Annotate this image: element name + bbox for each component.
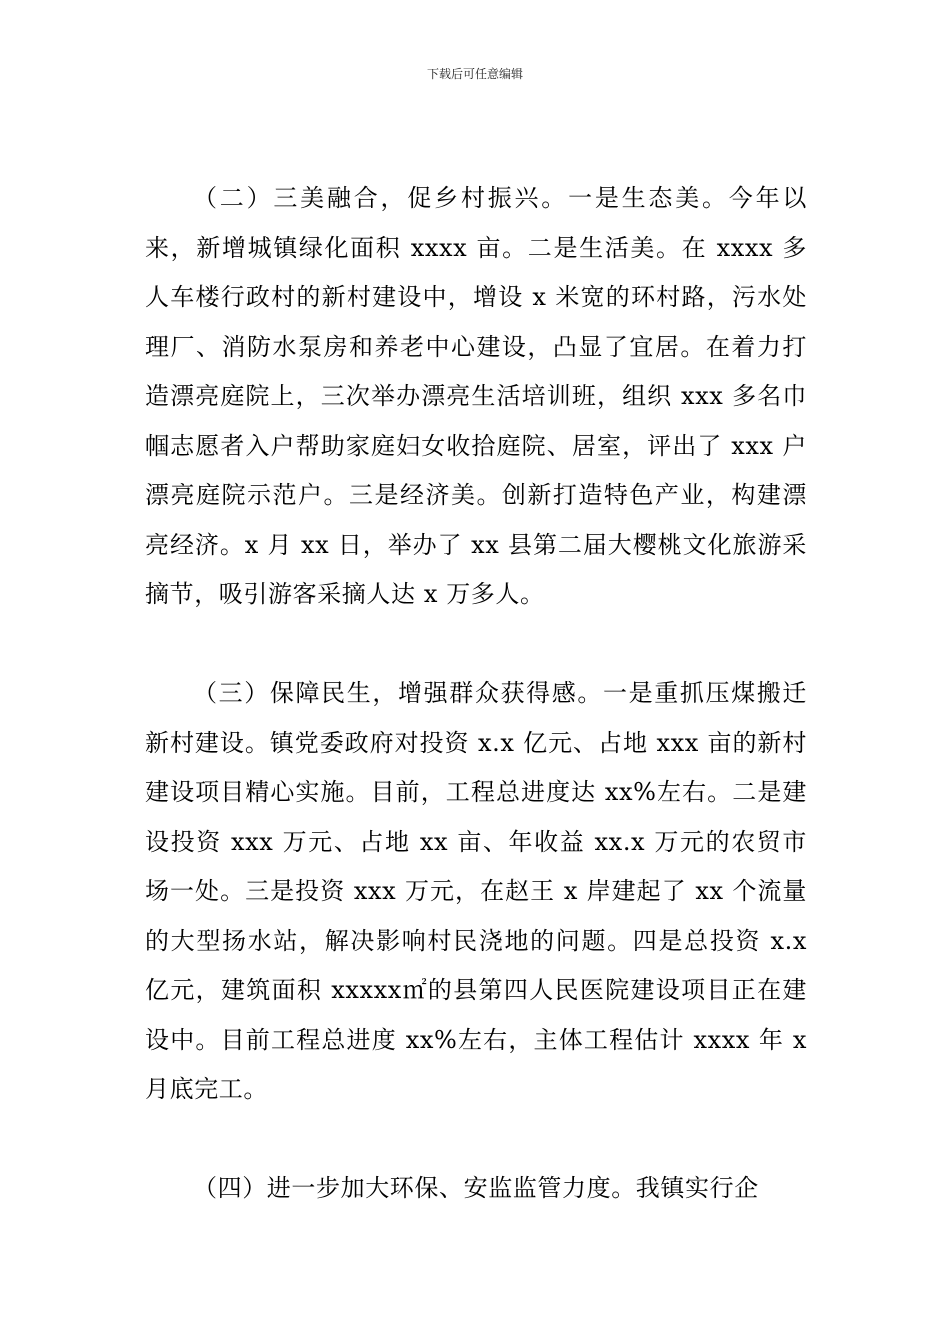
document-body	[145, 174, 807, 1214]
paragraph-section-three: （三）保障民生，增强群众获得感。一是重抓压煤搬迁新村建设。镇党委政府对投资 x.x 亿元、占地 xxx 亩的新村建设项目精心实施。目前，工程总进度达 xx%左右。二是建设投资 xxx 万元、占地 xx 亩、年收益 xx.x 万元的农贸市场一处。三是投资 xxx 万元，在赵王 x 岸建起了 xx 个流量的大型扬水站，解决影响村民浇地的问题。四是总投资 x.x 亿元，建筑面积 xxxxx㎡的县第四人民医院建设项目正在建设中。目前工程总进度 xx%左右，主体工程估计 xxxx 年 x 月底完工。	[145, 679, 807, 1103]
page-header: 下载后可任意编辑	[426, 67, 523, 81]
paragraph-section-four: （四）进一步加大环保、安监监管力度。我镇实行企	[193, 1174, 759, 1202]
paragraph-section-two: （二）三美融合，促乡村振兴。一是生态美。今年以来，新增城镇绿化面积 xxxx 亩。二是生活美。在 xxxx 多人车楼行政村的新村建设中，增设 x 米宽的环村路，污水处理厂、消防水泵房和养老中心建设，凸显了宜居。在着力打造漂亮庭院上，三次举办漂亮生活培训班，组织 xxx 多名巾帼志愿者入户帮助家庭妇女收拾庭院、居室，评出了 xxx 户漂亮庭院示范户。三是经济美。创新打造特色产业，构建漂亮经济。x 月 xx 日，举办了 xx 县第二届大樱桃文化旅游采摘节，吸引游客采摘人达 x 万多人。	[145, 184, 807, 608]
